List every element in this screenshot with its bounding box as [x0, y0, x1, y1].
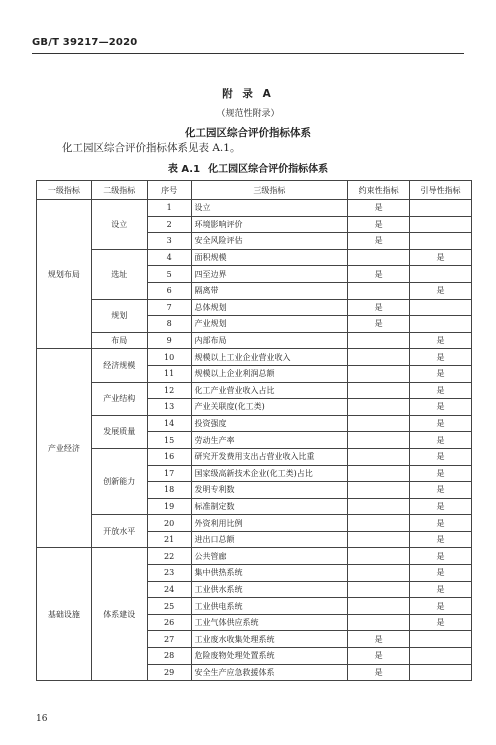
guiding-cell: 是 — [410, 399, 472, 416]
level3-indicator-cell: 四至边界 — [191, 266, 348, 283]
seq-cell: 4 — [147, 249, 191, 266]
seq-cell: 22 — [147, 548, 191, 565]
guiding-cell: 是 — [410, 581, 472, 598]
guiding-cell: 是 — [410, 482, 472, 499]
seq-cell: 28 — [147, 648, 191, 665]
level3-indicator-cell: 产业关联度(化工类) — [191, 399, 348, 416]
binding-cell — [348, 465, 410, 482]
level2-indicator-cell: 体系建设 — [91, 548, 147, 681]
table-row — [37, 382, 472, 399]
guiding-cell — [410, 233, 472, 250]
seq-cell: 16 — [147, 448, 191, 465]
guiding-cell — [410, 316, 472, 333]
level2-indicator-cell: 开放水平 — [91, 515, 147, 548]
seq-cell: 9 — [147, 332, 191, 349]
guiding-cell: 是 — [410, 432, 472, 449]
level3-indicator-cell: 危险废物处理处置系统 — [191, 648, 348, 665]
guiding-cell: 是 — [410, 565, 472, 582]
binding-cell: 是 — [348, 648, 410, 665]
level2-indicator-cell: 发展质量 — [91, 415, 147, 448]
level3-indicator-cell: 工业供水系统 — [191, 581, 348, 598]
binding-cell — [348, 332, 410, 349]
table-row — [37, 349, 472, 366]
binding-cell — [348, 365, 410, 382]
binding-cell — [348, 598, 410, 615]
level2-indicator-cell: 创新能力 — [91, 448, 147, 514]
level2-indicator-cell: 选址 — [91, 249, 147, 299]
seq-cell: 15 — [147, 432, 191, 449]
table-row — [37, 415, 472, 432]
binding-cell — [348, 565, 410, 582]
page-number: 16 — [36, 714, 48, 724]
binding-cell: 是 — [348, 631, 410, 648]
binding-cell — [348, 581, 410, 598]
column-header: 一级指标 — [37, 181, 92, 200]
guiding-cell: 是 — [410, 548, 472, 565]
seq-cell: 19 — [147, 498, 191, 515]
binding-cell: 是 — [348, 200, 410, 217]
seq-cell: 27 — [147, 631, 191, 648]
guiding-cell: 是 — [410, 415, 472, 432]
binding-cell — [348, 282, 410, 299]
intro-text: 化工园区综合评价指标体系见表 A.1。 — [62, 142, 241, 154]
seq-cell: 12 — [147, 382, 191, 399]
guiding-cell: 是 — [410, 349, 472, 366]
guiding-cell: 是 — [410, 465, 472, 482]
guiding-cell — [410, 648, 472, 665]
binding-cell — [348, 531, 410, 548]
binding-cell — [348, 498, 410, 515]
level3-indicator-cell: 环境影响评价 — [191, 216, 348, 233]
column-header: 二级指标 — [91, 181, 147, 200]
level3-indicator-cell: 劳动生产率 — [191, 432, 348, 449]
seq-cell: 20 — [147, 515, 191, 532]
seq-cell: 8 — [147, 316, 191, 333]
seq-cell: 24 — [147, 581, 191, 598]
level3-indicator-cell: 内部布局 — [191, 332, 348, 349]
binding-cell — [348, 515, 410, 532]
table-row — [37, 249, 472, 266]
level3-indicator-cell: 规模以上企业利润总额 — [191, 365, 348, 382]
level3-indicator-cell: 安全生产应急救援体系 — [191, 664, 348, 681]
level1-indicator-cell: 基础设施 — [37, 548, 92, 681]
seq-cell: 10 — [147, 349, 191, 366]
seq-cell: 18 — [147, 482, 191, 499]
seq-cell: 6 — [147, 282, 191, 299]
level3-indicator-cell: 工业供电系统 — [191, 598, 348, 615]
table-caption — [0, 160, 496, 175]
table-row — [37, 299, 472, 316]
appendix-type: （规范性附录） — [216, 109, 280, 119]
level3-indicator-cell: 面积规模 — [191, 249, 348, 266]
guiding-cell: 是 — [410, 382, 472, 399]
seq-cell: 23 — [147, 565, 191, 582]
seq-cell: 3 — [147, 233, 191, 250]
binding-cell: 是 — [348, 664, 410, 681]
indicator-table — [36, 180, 472, 681]
guiding-cell — [410, 200, 472, 217]
level2-indicator-cell: 布局 — [91, 332, 147, 349]
level2-indicator-cell: 经济规模 — [91, 349, 147, 382]
level1-indicator-cell: 规划布局 — [37, 200, 92, 349]
level3-indicator-cell: 工业废水收集处理系统 — [191, 631, 348, 648]
table-row — [37, 515, 472, 532]
guiding-cell: 是 — [410, 365, 472, 382]
level3-indicator-cell: 发明专利数 — [191, 482, 348, 499]
guiding-cell — [410, 266, 472, 283]
level3-indicator-cell: 安全风险评估 — [191, 233, 348, 250]
seq-cell: 5 — [147, 266, 191, 283]
column-header: 序号 — [147, 181, 191, 200]
appendix-title: 附 录 A — [222, 88, 274, 100]
level3-indicator-cell: 国家级高新技术企业(化工类)占比 — [191, 465, 348, 482]
level3-indicator-cell: 规模以上工业企业营业收入 — [191, 349, 348, 366]
binding-cell — [348, 548, 410, 565]
level3-indicator-cell: 总体规划 — [191, 299, 348, 316]
column-header: 约束性指标 — [348, 181, 410, 200]
table-caption-number: 表 A.1 — [167, 164, 201, 175]
guiding-cell: 是 — [410, 498, 472, 515]
binding-cell: 是 — [348, 216, 410, 233]
guiding-cell — [410, 299, 472, 316]
seq-cell: 11 — [147, 365, 191, 382]
guiding-cell: 是 — [410, 598, 472, 615]
table-row — [37, 448, 472, 465]
guiding-cell: 是 — [410, 614, 472, 631]
level3-indicator-cell: 投资强度 — [191, 415, 348, 432]
table-header-row — [37, 181, 472, 200]
guiding-cell: 是 — [410, 531, 472, 548]
level2-indicator-cell: 规划 — [91, 299, 147, 332]
level3-indicator-cell: 外资利用比例 — [191, 515, 348, 532]
binding-cell — [348, 448, 410, 465]
level3-indicator-cell: 进出口总额 — [191, 531, 348, 548]
level3-indicator-cell: 标准制定数 — [191, 498, 348, 515]
level2-indicator-cell: 设立 — [91, 200, 147, 250]
table-body — [37, 200, 472, 681]
binding-cell — [348, 415, 410, 432]
seq-cell: 21 — [147, 531, 191, 548]
column-header: 三级指标 — [191, 181, 348, 200]
guiding-cell — [410, 631, 472, 648]
guiding-cell: 是 — [410, 332, 472, 349]
level3-indicator-cell: 化工产业营业收入占比 — [191, 382, 348, 399]
binding-cell — [348, 249, 410, 266]
level3-indicator-cell: 集中供热系统 — [191, 565, 348, 582]
level1-indicator-cell: 产业经济 — [37, 349, 92, 548]
guiding-cell — [410, 216, 472, 233]
binding-cell — [348, 349, 410, 366]
guiding-cell: 是 — [410, 448, 472, 465]
binding-cell — [348, 382, 410, 399]
appendix-name: 化工园区综合评价指标体系 — [185, 127, 311, 139]
header-rule — [32, 53, 464, 54]
binding-cell: 是 — [348, 233, 410, 250]
binding-cell: 是 — [348, 266, 410, 283]
binding-cell — [348, 482, 410, 499]
seq-cell: 14 — [147, 415, 191, 432]
standard-number: GB/T 39217—2020 — [32, 37, 138, 48]
table-caption-title: 化工园区综合评价指标体系 — [208, 164, 329, 175]
binding-cell: 是 — [348, 299, 410, 316]
level3-indicator-cell: 研究开发费用支出占营业收入比重 — [191, 448, 348, 465]
seq-cell: 13 — [147, 399, 191, 416]
seq-cell: 29 — [147, 664, 191, 681]
binding-cell — [348, 614, 410, 631]
guiding-cell: 是 — [410, 249, 472, 266]
appendix-title-block — [0, 86, 496, 140]
guiding-cell — [410, 664, 472, 681]
seq-cell: 17 — [147, 465, 191, 482]
binding-cell — [348, 399, 410, 416]
guiding-cell: 是 — [410, 282, 472, 299]
table-row — [37, 332, 472, 349]
column-header: 引导性指标 — [410, 181, 472, 200]
binding-cell: 是 — [348, 316, 410, 333]
seq-cell: 25 — [147, 598, 191, 615]
level3-indicator-cell: 公共管廊 — [191, 548, 348, 565]
seq-cell: 1 — [147, 200, 191, 217]
table-row — [37, 548, 472, 565]
guiding-cell: 是 — [410, 515, 472, 532]
level3-indicator-cell: 隔离带 — [191, 282, 348, 299]
seq-cell: 7 — [147, 299, 191, 316]
level2-indicator-cell: 产业结构 — [91, 382, 147, 415]
seq-cell: 2 — [147, 216, 191, 233]
level3-indicator-cell: 设立 — [191, 200, 348, 217]
seq-cell: 26 — [147, 614, 191, 631]
table-row — [37, 200, 472, 217]
level3-indicator-cell: 工业气体供应系统 — [191, 614, 348, 631]
level3-indicator-cell: 产业规划 — [191, 316, 348, 333]
binding-cell — [348, 432, 410, 449]
